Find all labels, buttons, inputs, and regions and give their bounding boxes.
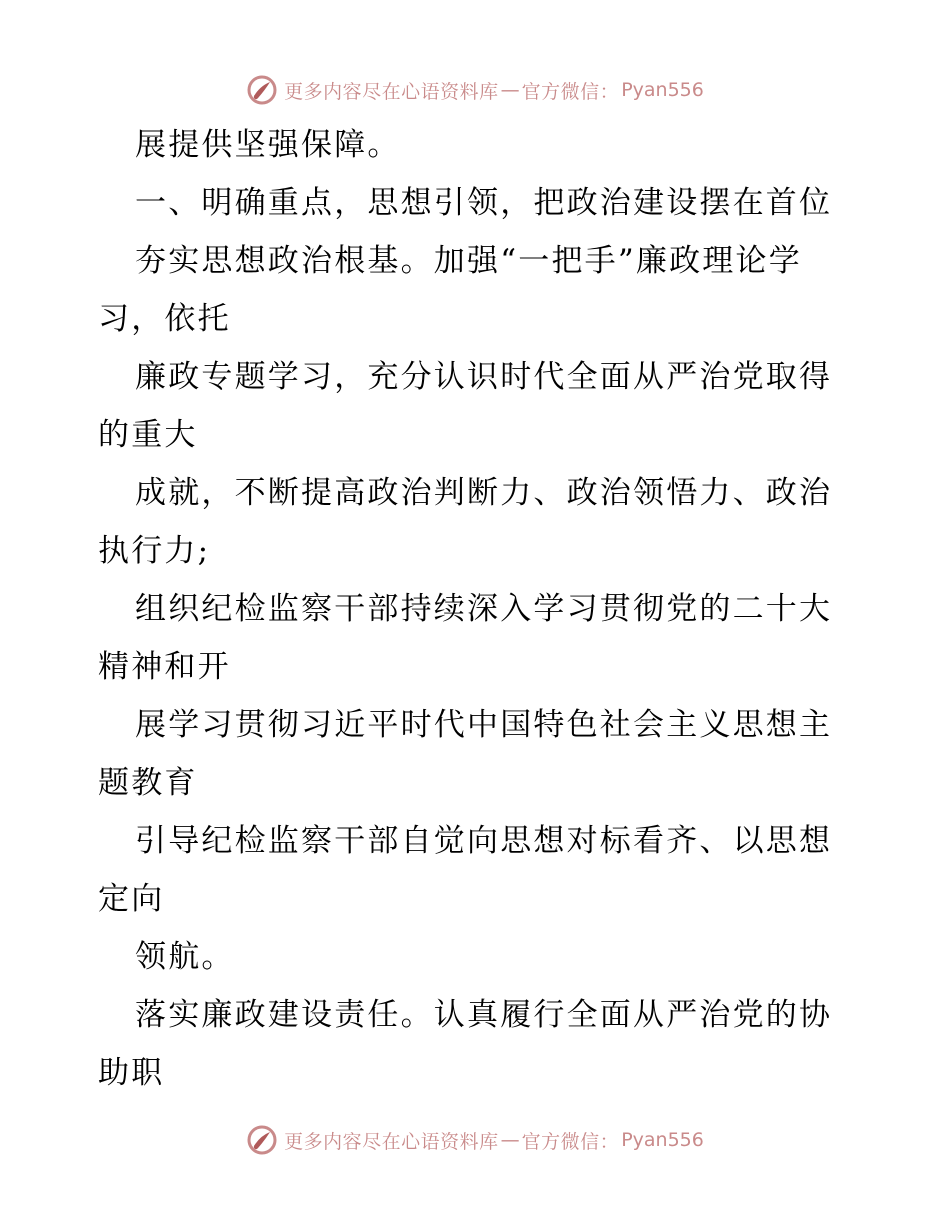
watermark-main-text: 更多内容尽在心语资料库	[284, 1130, 499, 1153]
watermark-account-id: Pyan556	[621, 79, 704, 101]
paragraph-line: 展提供坚强保障。	[135, 127, 401, 163]
paragraph-line: 题教育	[98, 765, 198, 801]
brush-circle-icon	[246, 1124, 278, 1156]
watermark-official-label: 官方微信：	[521, 1130, 620, 1153]
watermark-account-id: Pyan556	[621, 1129, 704, 1151]
paragraph-line: 习，依托	[98, 301, 231, 337]
watermark-separator: —	[500, 79, 520, 101]
watermark-separator: —	[500, 1129, 520, 1151]
brush-circle-icon	[246, 74, 278, 106]
footer-watermark	[0, 1120, 950, 1160]
paragraph-line: 领航。	[135, 939, 235, 975]
paragraph-line: 助职	[98, 1055, 165, 1091]
paragraph-line: 执行力;	[98, 533, 211, 569]
paragraph-line: 组织纪检监察干部持续深入学习贯彻党的二十大	[135, 591, 833, 627]
paragraph-line: 定向	[98, 881, 165, 917]
paragraph-line: 成就，不断提高政治判断力、政治领悟力、政治	[135, 475, 833, 511]
header-watermark	[0, 70, 950, 110]
paragraph-line: 精神和开	[98, 649, 231, 685]
paragraph-line: 的重大	[98, 417, 198, 453]
paragraph-line: 廉政专题学习，充分认识时代全面从严治党取得	[135, 359, 833, 395]
watermark-official-label: 官方微信：	[521, 80, 620, 103]
paragraph-line: 展学习贯彻习近平时代中国特色社会主义思想主	[135, 707, 833, 743]
paragraph-line: 引导纪检监察干部自觉向思想对标看齐、以思想	[135, 823, 833, 859]
watermark-main-text: 更多内容尽在心语资料库	[284, 80, 499, 103]
document-body	[98, 116, 858, 1102]
paragraph-line: 落实廉政建设责任。认真履行全面从严治党的协	[135, 997, 833, 1033]
section-heading: 一、明确重点，思想引领，把政治建设摆在首位	[135, 185, 833, 221]
paragraph-line: 夯实思想政治根基。加强“一把手”廉政理论学	[135, 243, 802, 279]
